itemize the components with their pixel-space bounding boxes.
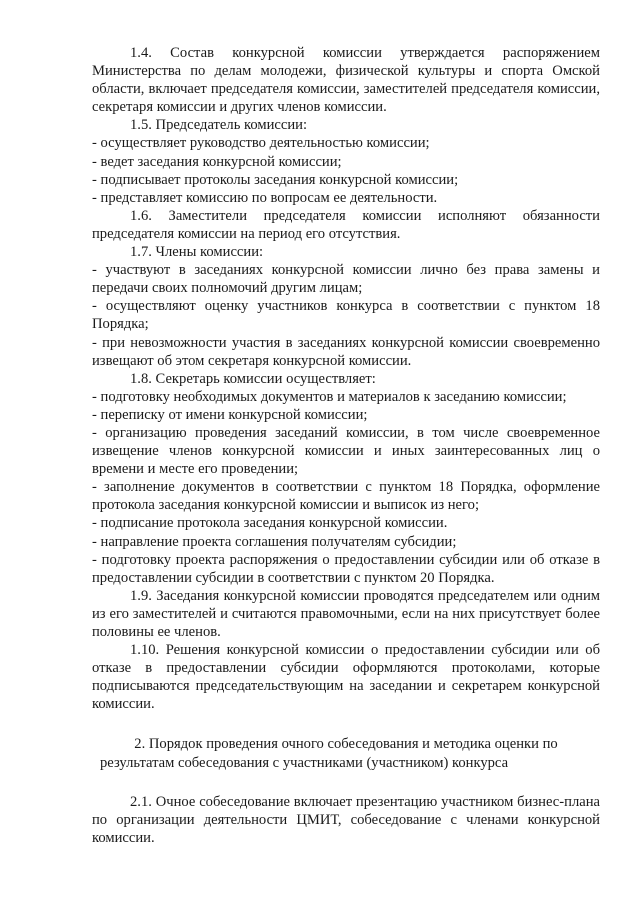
paragraph-1-5-c: - подписывает протоколы заседания конкурсной комиссии; (92, 171, 459, 188)
paragraph-list (92, 44, 600, 713)
paragraph-2-1: 2.1. Очное собеседование включает презентацию участником бизнес-плана по организации деятельности ЦМИТ, собеседование с членами конкурсной комиссии. (92, 793, 600, 846)
section-heading: 2. Порядок проведения очного собеседования и методика оценки по результатам собеседования с участниками (участником) конкурса (100, 736, 558, 772)
paragraph-1-8-e: - подписание протокола заседания конкурсной комиссии. (92, 515, 448, 532)
paragraph-1-6: 1.6. Заместители председателя комиссии исполняют обязанности председателя комиссии на период его отсутствия. (92, 207, 600, 242)
paragraph-1-8-b: - переписку от имени конкурсной комиссии; (92, 406, 368, 423)
paragraph-1-9: 1.9. Заседания конкурсной комиссии проводятся председателем или одним из его заместителей и считаются правомочными, если на них присутствует более половины ее членов. (92, 587, 600, 640)
paragraph-1-8-a: - подготовку необходимых документов и материалов к заседанию комиссии; (92, 388, 567, 405)
paragraph-1-7-c: - при невозможности участия в заседаниях конкурсной комиссии своевременно извещают об этом секретаря конкурсной комиссии. (92, 334, 600, 369)
paragraph-1-8-g: - подготовку проекта распоряжения о предоставлении субсидии или об отказе в предоставлении субсидии в соответствии с пунктом 20 Порядка. (92, 551, 600, 586)
paragraph-1-7: 1.7. Члены комиссии: (130, 244, 264, 261)
paragraph-1-8: 1.8. Секретарь комиссии осуществляет: (130, 370, 376, 387)
paragraph-1-10: 1.10. Решения конкурсной комиссии о предоставлении субсидии или об отказе в предоставлении субсидии оформляются протоколами, которые подписываются председательствующим на заседании и секретарем конкурсной комиссии. (92, 642, 600, 713)
paragraph-1-8-d: - заполнение документов в соответствии с пунктом 18 Порядка, оформление протокола заседания конкурсной комиссии и выписок из него; (92, 479, 600, 514)
paragraph-1-8-f: - направление проекта соглашения получателям субсидии; (92, 533, 457, 550)
paragraph-1-5-a: - осуществляет руководство деятельностью комиссии; (92, 135, 430, 152)
paragraph-1-5: 1.5. Председатель комиссии: (130, 117, 308, 134)
paragraph-1-8-c: - организацию проведения заседаний комиссии, в том числе своевременное извещение членов конкурсной комиссии и иных заинтересованных лиц о времени и месте его проведении; (92, 424, 600, 478)
paragraph-1-7-a: - участвуют в заседаниях конкурсной комиссии лично без права замены и передачи своих полномочий другим лицам; (92, 262, 600, 297)
paragraph-1-7-b: - осуществляют оценку участников конкурса в соответствии с пунктом 18 Порядка; (92, 298, 600, 333)
paragraph-1-5-b: - ведет заседания конкурсной комиссии; (92, 153, 342, 170)
paragraph-1-5-d: - представляет комиссию по вопросам ее деятельности. (92, 189, 438, 206)
paragraph-1-4: 1.4. Состав конкурсной комиссии утверждается распоряжением Министерства по делам молодежи, физической культуры и спорта Омской области, включает председателя комиссии, заместителей председателя комиссии, секретаря комиссии и других членов комиссии. (92, 45, 600, 116)
